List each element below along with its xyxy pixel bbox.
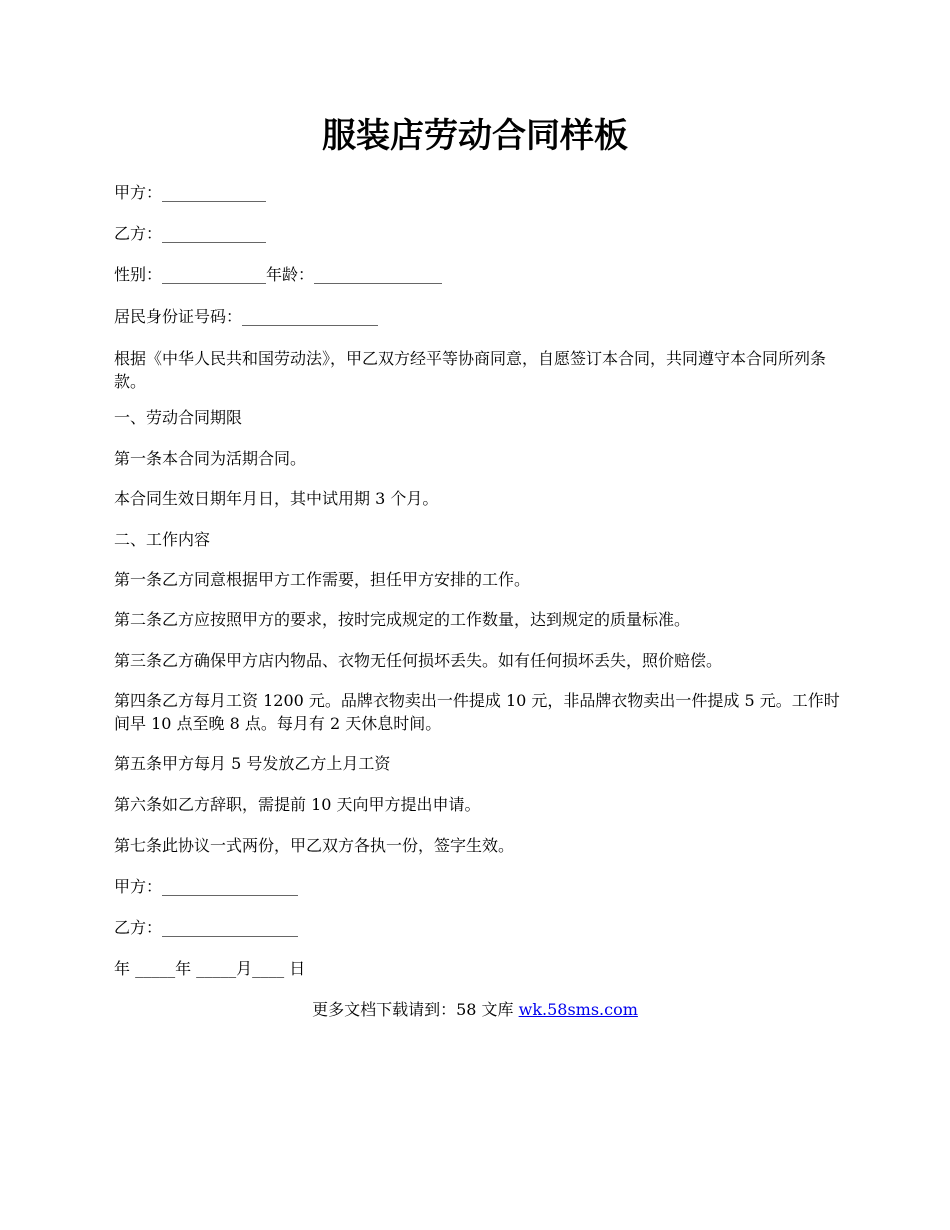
id-number-field: 居民身份证号码：_________________ [114,307,379,326]
footer-prefix: 更多文档下载请到：58 文库 [312,1000,519,1019]
footer-download-note [0,998,950,1021]
document-title: 服装店劳动合同样板 [322,116,628,156]
section1-effective-date: 本合同生效日期年月日，其中试用期 3 个月。 [114,489,439,508]
section2-article-7: 第七条此协议一式两份，甲乙双方各执一份，签字生效。 [114,836,515,855]
section2-article-3: 第三条乙方确保甲方店内物品、衣物无任何损坏丢失。如有任何损坏丢失，照价赔偿。 [114,651,723,670]
sign-party-b: 乙方：_________________ [114,918,299,937]
sign-date: 年 _____年 _____月____ 日 [114,959,306,978]
section2-article-4: 第四条乙方每月工资 1200 元。品牌衣物卖出一件提成 10 元，非品牌衣物卖出一件提成 5 元。工作时间早 10 点至晚 8 点。每月有 2 天休息时间。 [114,691,840,733]
section2-article-2: 第二条乙方应按照甲方的要求，按时完成规定的工作数量，达到规定的质量标准。 [114,610,691,629]
party-b-field: 乙方：_____________ [114,224,267,243]
sign-party-a: 甲方：_________________ [114,877,299,896]
section2-heading: 二、工作内容 [114,530,211,549]
party-a-field: 甲方：_____________ [114,183,267,202]
section2-article-1: 第一条乙方同意根据甲方工作需要，担任甲方安排的工作。 [114,570,531,589]
section2-article-5: 第五条甲方每月 5 号发放乙方上月工资 [114,754,391,773]
footer-link[interactable]: wk.58sms.com [518,1000,638,1019]
gender-age-field: 性别：_____________年龄：________________ [114,265,443,284]
preamble-paragraph: 根据《中华人民共和国劳动法》，甲乙双方经平等协商同意，自愿签订本合同，共同遵守本合同所列条款。 [114,349,827,391]
section2-article-6: 第六条如乙方辞职，需提前 10 天向甲方提出申请。 [114,795,481,814]
section1-article-1: 第一条本合同为活期合同。 [114,449,307,468]
section1-heading: 一、劳动合同期限 [114,408,243,427]
